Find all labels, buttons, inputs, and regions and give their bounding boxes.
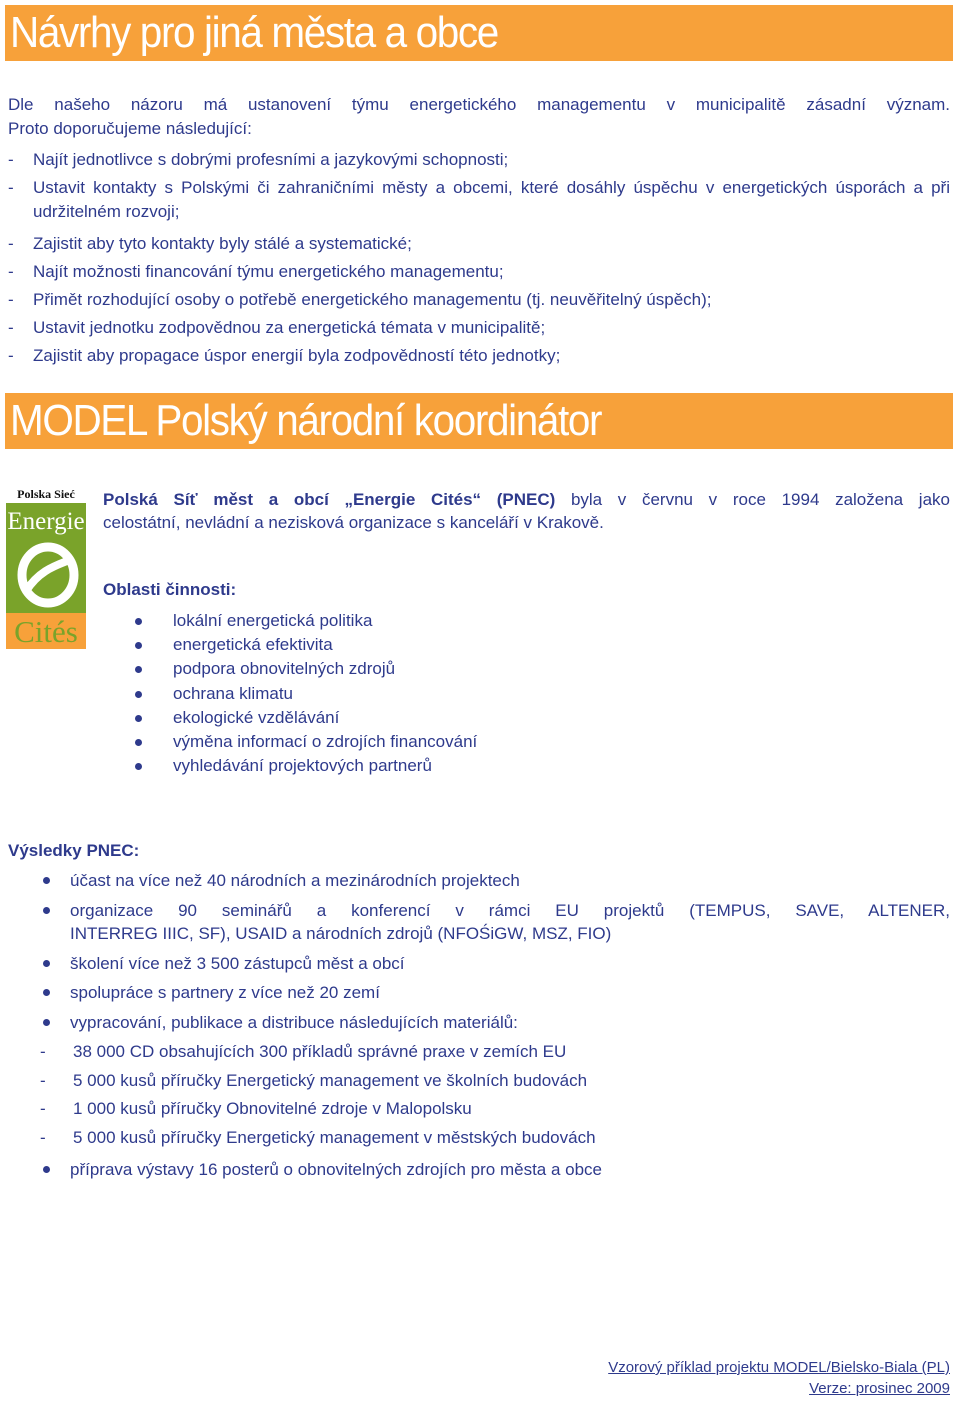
list-item: vyhledávání projektových partnerů <box>132 754 477 778</box>
results-list <box>40 869 950 1188</box>
list-item: příprava výstavy 16 posterů o obnovitelných zdrojích pro města a obce <box>40 1158 950 1182</box>
sub-list-item: - 5 000 kusů příručky Energetický management ve školních budovách <box>40 1067 950 1096</box>
list-item: ekologické vzdělávání <box>132 706 477 730</box>
results-title: Výsledky PNEC: <box>8 841 140 860</box>
list-item: podpora obnovitelných zdrojů <box>132 657 477 681</box>
sub-list-item: - 1 000 kusů příručky Obnovitelné zdroje v Malopolsku <box>40 1095 950 1124</box>
pnec-intro-rest: byla v červnu v roce 1994 založena jako <box>555 490 950 509</box>
intro-block: Dle našeho názoru má ustanovení týmu energetického managementu v municipalitě zásadní význam. Proto doporučujeme následující: - Najít jednotlivce s dobrými profesními a jazykovými schopnosti; - Ustavit kontakty s Polskými či zahraničními městy a obcemi, které dosáhly úspěchu v energetických úsporách a při udržitelném rozvoji; - Zajistit aby tyto kontakty byly stálé a systematické; - Najít možnosti financování týmu energetického managementu; - Přimět rozhodující osoby o potřebě energetického managementu (tj. neuvěřitelný úspěch); - Ustavit jednotku zodpovědnou za energetická témata v municipalitě; - Zajistit aby propagace úspor energií byla zodpovědností této jednotky; <box>8 93 950 373</box>
logo-bottom-text: Cités <box>14 614 78 649</box>
logo-top-text: Polska Sieć <box>17 487 75 501</box>
list-item <box>40 899 950 946</box>
footer-version[interactable]: Verze: prosinec 2009 <box>809 1380 950 1397</box>
list-item <box>33 176 950 225</box>
list-item-line-2: INTERREG IIIC, SF), USAID a národních zdrojů (NFOŚiGW, MSZ, FIO) <box>70 924 612 943</box>
areas-title: Oblasti činnosti: <box>103 580 237 599</box>
list-item: lokální energetická politika <box>132 609 477 633</box>
list-item: školení více než 3 500 zástupců měst a obcí <box>40 952 950 976</box>
pnec-intro-line-2: celostátní, nevládní a nezisková organizace s kanceláří v Krakově. <box>103 513 604 532</box>
section-banner-proposals <box>5 5 953 61</box>
logo-mid-text: Energie <box>7 508 85 535</box>
intro-line-2: Proto doporučujeme následující: <box>8 119 252 139</box>
list-item: Ustavit jednotku zodpovědnou za energetická témata v municipalitě; <box>33 317 546 337</box>
section-banner-model <box>5 393 953 449</box>
areas-list <box>132 609 477 778</box>
list-item: Zajistit aby propagace úspor energií byla zodpovědností této jednotky; <box>33 345 561 365</box>
list-item: účast na více než 40 národních a mezinárodních projektech <box>40 869 950 893</box>
sub-list-item: - 5 000 kusů příručky Energetický management v městských budovách <box>40 1124 950 1153</box>
banner-title: Návrhy pro jiná města a obce <box>10 8 498 57</box>
intro-line-1: Dle našeho názoru má ustanovení týmu energetického managementu v municipalitě zásadní význam. <box>8 95 950 114</box>
list-item-text: vypracování, publikace a distribuce následujících materiálů: <box>70 1012 518 1032</box>
list-item: energetická efektivita <box>132 633 477 657</box>
sub-list-item: - 38 000 CD obsahujících 300 příkladů správné praxe v zemích EU <box>40 1038 950 1067</box>
list-item: Přimět rozhodující osoby o potřebě energetického managementu (tj. neuvěřitelný úspěch); <box>33 289 712 309</box>
footer-project[interactable]: Vzorový příklad projektu MODEL/Bielsko-Biala (PL) <box>608 1359 950 1376</box>
materials-list <box>40 1038 950 1152</box>
energie-cites-logo <box>6 487 86 649</box>
list-item-line-1: organizace 90 seminářů a konferencí v rámci EU projektů (TEMPUS, SAVE, ALTENER, <box>70 900 950 920</box>
list-item: Najít možnosti financování týmu energetického managementu; <box>33 261 504 281</box>
list-item: ochrana klimatu <box>132 682 477 706</box>
pnec-name: Polská Síť měst a obcí „Energie Cités“ (PNEC) <box>103 490 556 509</box>
list-item: spolupráce s partnery z více než 20 zemí <box>40 981 950 1005</box>
list-item: výměna informací o zdrojích financování <box>132 730 477 754</box>
list-item: Najít jednotlivce s dobrými profesními a jazykovými schopnosti; <box>33 149 509 169</box>
list-item-text: Ustavit kontakty s Polskými či zahraničními městy a obcemi, které dosáhly úspěchu v energetických úsporách a při udržitelném rozvoji; <box>33 177 950 221</box>
pnec-intro <box>103 488 950 534</box>
list-item <box>40 1011 950 1153</box>
banner-title: MODEL Polský národní koordinátor <box>10 396 602 445</box>
list-item: Zajistit aby tyto kontakty byly stálé a systematické; <box>33 233 412 253</box>
